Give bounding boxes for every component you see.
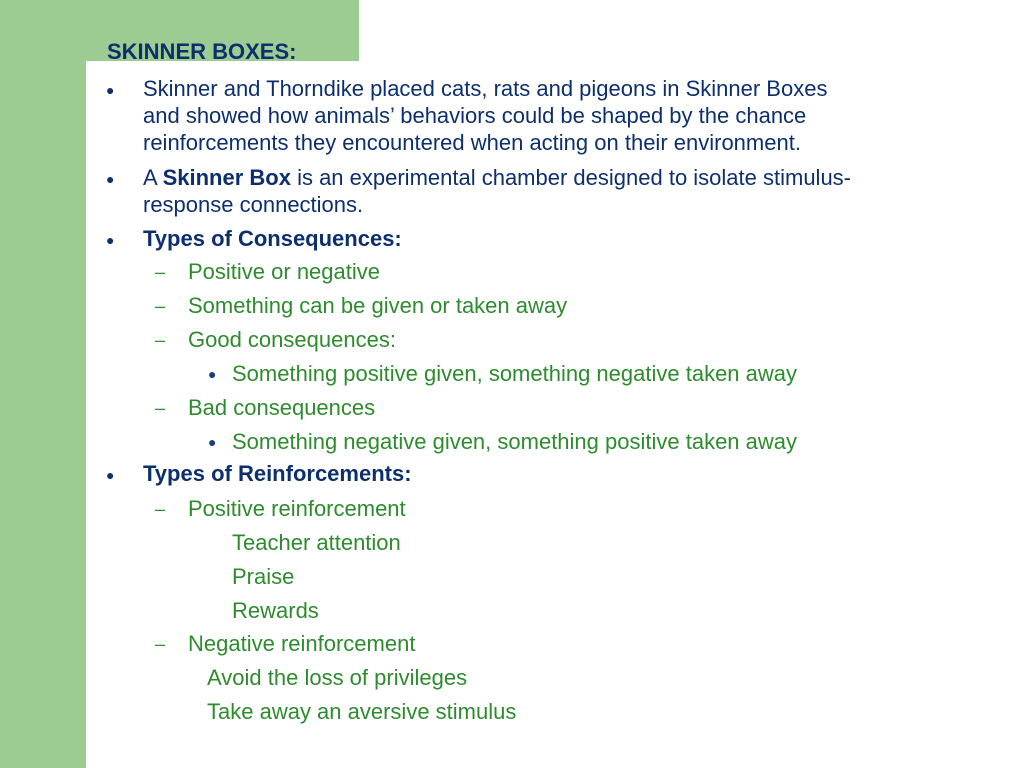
consequences-heading: Types of Consequences: — [143, 226, 402, 251]
consequence-sub3-detail: Something positive given, something negative taken away — [232, 361, 798, 386]
bullet1-line3: reinforcements they encountered when acting on their environment. — [143, 130, 801, 155]
bullet-icon: ● — [106, 232, 115, 248]
skinner-box-term: Skinner Box — [162, 165, 291, 190]
consequence-sub1: Positive or negative — [188, 259, 380, 284]
reinforcement-example: Praise — [232, 564, 295, 589]
dash-icon: – — [155, 499, 166, 519]
dash-icon: – — [155, 398, 166, 418]
consequence-sub4-detail: Something negative given, something positive taken away — [232, 429, 798, 454]
bullet-icon: ● — [208, 366, 217, 382]
bullet-icon: ● — [208, 434, 217, 450]
reinforcements-heading: Types of Reinforcements: — [143, 461, 412, 486]
dash-icon: – — [155, 296, 166, 316]
reinforcement-example: Avoid the loss of privileges — [207, 665, 468, 690]
bullet1-line2: and showed how animals’ behaviors could be shaped by the chance — [143, 103, 807, 128]
dash-icon: – — [155, 262, 166, 282]
consequence-sub2: Something can be given or taken away — [188, 293, 568, 318]
dash-icon: – — [155, 330, 166, 350]
slide-title: SKINNER BOXES: — [107, 39, 297, 64]
bullet2-line1-rest: is an experimental chamber designed to isolate stimulus- — [290, 165, 852, 190]
bullet2-line1 — [143, 164, 851, 191]
reinforcement-example: Teacher attention — [232, 530, 401, 555]
bullet-icon: ● — [106, 467, 115, 483]
consequence-sub3: Good consequences: — [188, 327, 396, 352]
bullet-icon: ● — [106, 82, 115, 98]
bullet-icon: ● — [106, 171, 115, 187]
bullet2-line2: response connections. — [143, 192, 364, 217]
dash-icon: – — [155, 634, 166, 654]
consequence-sub4: Bad consequences — [188, 395, 376, 420]
reinforcement-sub1: Positive reinforcement — [188, 496, 406, 521]
reinforcement-sub2: Negative reinforcement — [188, 631, 416, 656]
bullet2-prefix: A — [143, 165, 163, 190]
reinforcement-example: Rewards — [232, 598, 319, 623]
reinforcement-example: Take away an aversive stimulus — [207, 699, 517, 724]
bullet1-line1: Skinner and Thorndike placed cats, rats and pigeons in Skinner Boxes — [143, 76, 828, 101]
